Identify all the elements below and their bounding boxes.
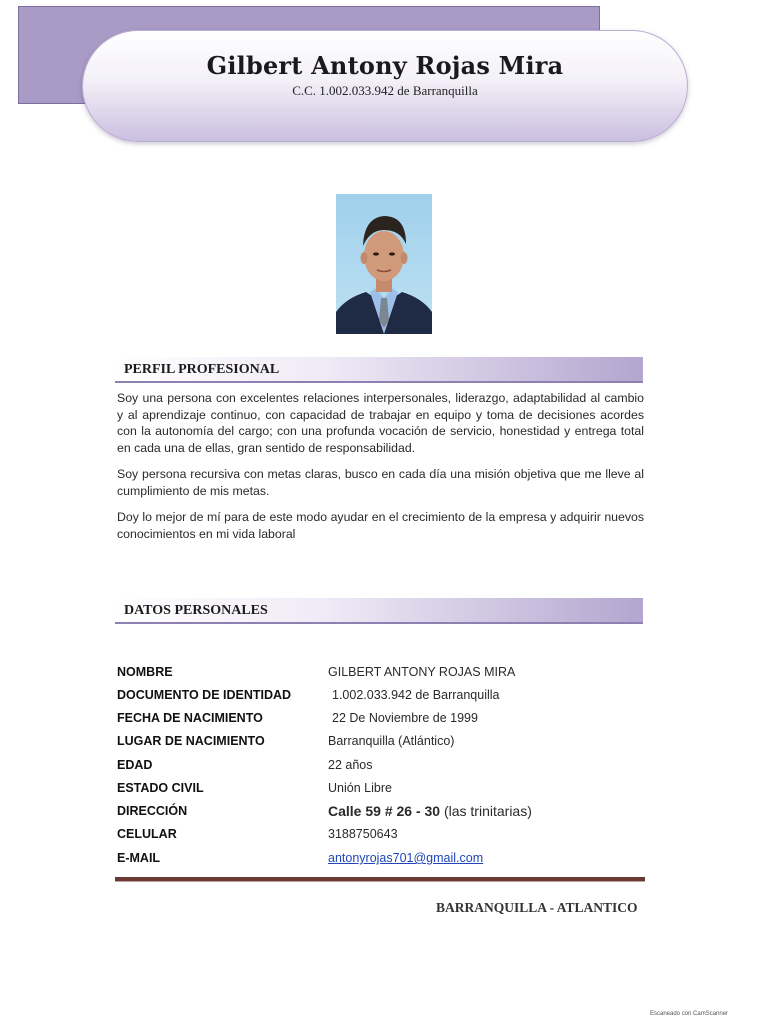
address-neighborhood: (las trinitarias) [440,803,532,819]
candidate-name: Gilbert Antony Rojas Mira [206,51,564,80]
field-value-celular: 3188750643 [328,827,398,841]
footer-city: BARRANQUILLA - ATLANTICO [436,900,638,915]
personal-section-header [115,598,643,624]
field-value-estado-civil: Unión Libre [328,781,392,795]
field-value-documento: 1.002.033.942 de Barranquilla [332,688,500,702]
footer-divider [115,877,645,882]
field-label-documento: DOCUMENTO DE IDENTIDAD [117,688,292,702]
field-label-direccion: DIRECCIÓN [117,804,188,818]
profile-paragraph: Soy una persona con excelentes relaciones interpersonales, liderazgo, adaptabilidad al cambio y al aprendizaje continuo, con capacidad de trabajar en equipo y toma de decisiones acordes con la autonomía del cargo; con una profunda vocación de servicio, honestidad y entrega total en cada una de ellas, gran sentido de responsabilidad. [117,391,644,455]
field-label-email: E-MAIL [117,851,161,865]
field-value-fecha-nacimiento: 22 De Noviembre de 1999 [332,711,478,725]
field-value-nombre: GILBERT ANTONY ROJAS MIRA [328,665,516,679]
profile-text [117,390,644,552]
profile-paragraph: Soy persona recursiva con metas claras, busco en cada día una misión objetiva que me lleve al cumplimiento de mis metas. [117,467,644,498]
personal-section-title: DATOS PERSONALES [124,603,268,618]
profile-section-title: PERFIL PROFESIONAL [124,362,280,377]
profile-section-header [115,357,643,383]
field-value-lugar-nacimiento: Barranquilla (Atlántico) [328,734,455,748]
field-label-nombre: NOMBRE [117,665,173,679]
email-link[interactable]: antonyrojas701@gmail.com [328,851,484,865]
name-banner [82,30,688,142]
field-label-edad: EDAD [117,758,153,772]
field-value-direccion [328,803,532,819]
field-value-edad: 22 años [328,758,373,772]
scanner-watermark: Escaneado con CamScanner [650,1011,729,1017]
field-label-celular: CELULAR [117,827,177,841]
field-label-fecha-nacimiento: FECHA DE NACIMIENTO [117,711,263,725]
field-label-lugar-nacimiento: LUGAR DE NACIMIENTO [117,734,265,748]
profile-photo [336,194,432,334]
address-street: Calle 59 # 26 - 30 [328,803,441,819]
profile-paragraph: Doy lo mejor de mí para de este modo ayudar en el crecimiento de la empresa y adquirir nuevos conocimientos en mi vida laboral [117,510,644,541]
field-label-estado-civil: ESTADO CIVIL [117,781,204,795]
id-line: C.C. 1.002.033.942 de Barranquilla [292,83,478,98]
